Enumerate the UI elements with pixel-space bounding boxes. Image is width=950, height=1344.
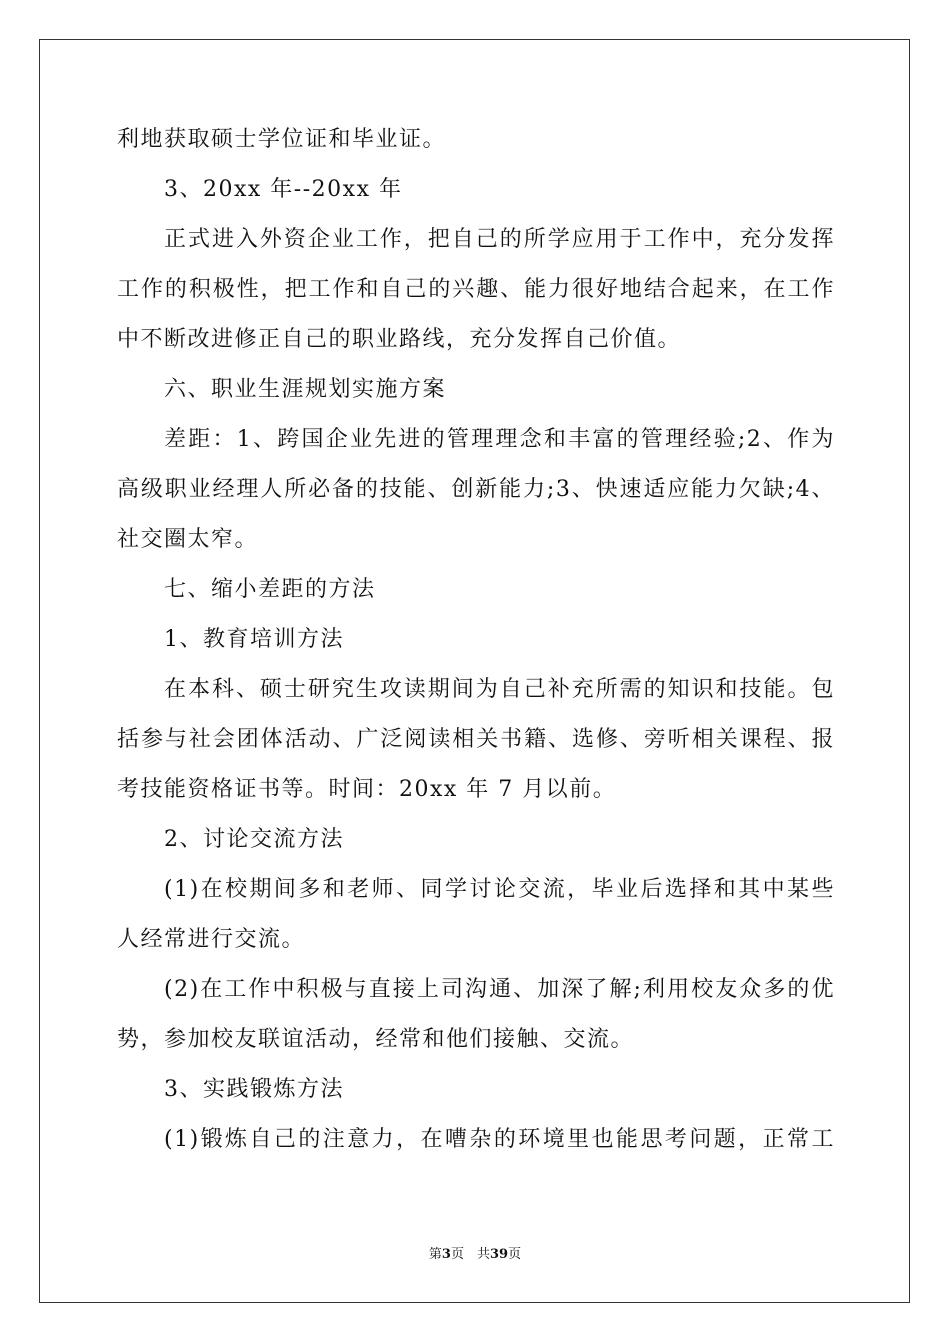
- paragraph-line: 考技能资格证书等。时间：20xx 年 7 月以前。: [117, 777, 617, 802]
- paragraph-line: 工作的积极性，把工作和自己的兴趣、能力很好地结合起来，在工作: [117, 277, 835, 302]
- paragraph-line: (2)在工作中积极与直接上司沟通、加深了解;利用校友众多的优: [164, 977, 835, 1002]
- page-prefix: 第: [428, 1247, 442, 1262]
- page-footer: [0, 1246, 950, 1264]
- paragraph-line: (1)锻炼自己的注意力，在嘈杂的环境里也能思考问题，正常工: [164, 1127, 835, 1152]
- section-heading: 2、讨论交流方法: [164, 827, 344, 852]
- paragraph-line: 括参与社会团体活动、广泛阅读相关书籍、选修、旁听相关课程、报: [117, 727, 835, 752]
- section-heading: 七、缩小差距的方法: [164, 577, 376, 602]
- page-suffix: 页: [508, 1247, 522, 1262]
- paragraph-line: 高级职业经理人所必备的技能、创新能力;3、快速适应能力欠缺;4、: [117, 477, 835, 502]
- section-heading: 六、职业生涯规划实施方案: [164, 377, 447, 402]
- paragraph-line: 差距：1、跨国企业先进的管理理念和丰富的管理经验;2、作为: [164, 427, 835, 452]
- paragraph-line: 社交圈太窄。: [117, 527, 259, 552]
- section-heading: 3、20xx 年--20xx 年: [164, 177, 403, 202]
- paragraph-line: (1)在校期间多和老师、同学讨论交流，毕业后选择和其中某些: [164, 877, 835, 902]
- paragraph-line: 势，参加校友联谊活动，经常和他们接触、交流。: [117, 1027, 635, 1052]
- current-page-number: 3: [441, 1247, 451, 1262]
- paragraph-line: 正式进入外资企业工作，把自己的所学应用于工作中，充分发挥: [164, 227, 835, 252]
- section-heading: 3、实践锻炼方法: [164, 1077, 344, 1102]
- page-mid: 页 共: [450, 1247, 490, 1262]
- section-heading: 1、教育培训方法: [164, 627, 344, 652]
- total-page-number: 39: [489, 1247, 509, 1262]
- paragraph-line: 人经常进行交流。: [117, 927, 306, 952]
- paragraph-line: 中不断改进修正自己的职业路线，充分发挥自己价值。: [117, 327, 682, 352]
- paragraph-line: 在本科、硕士研究生攻读期间为自己补充所需的知识和技能。包: [164, 677, 835, 702]
- paragraph-line: 利地获取硕士学位证和毕业证。: [117, 127, 447, 152]
